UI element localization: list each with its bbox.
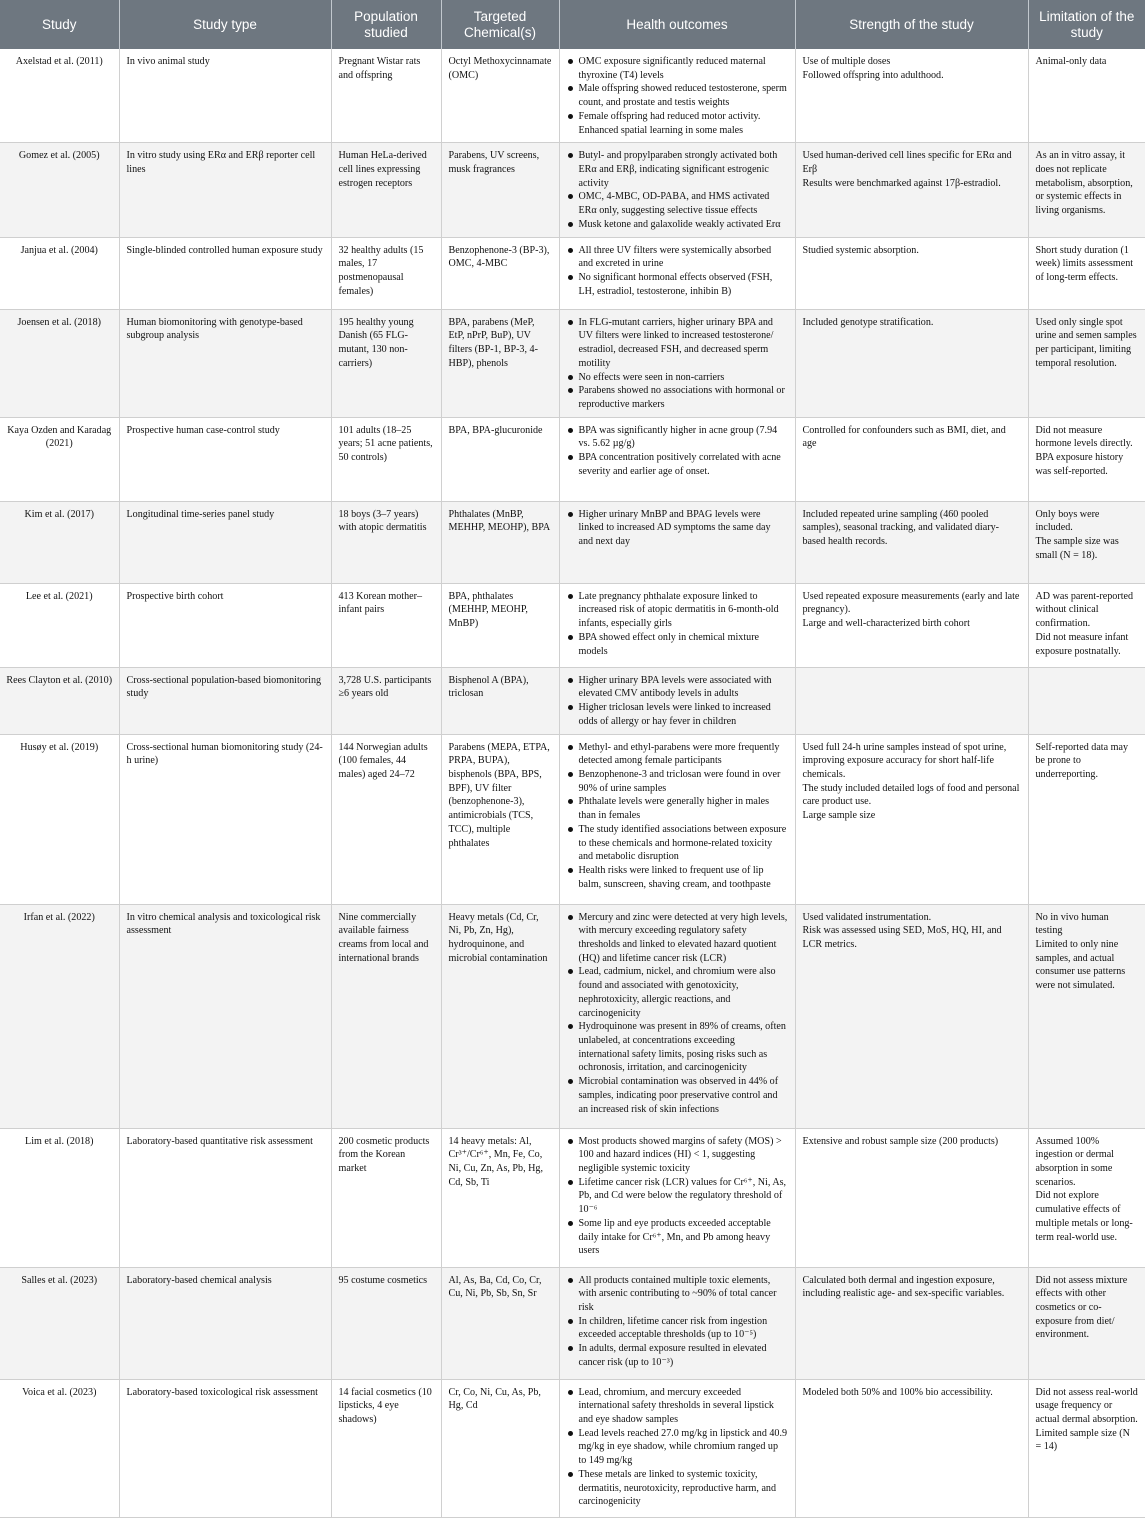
outcomes-list: [567, 1274, 788, 1370]
strength-cell-line: Modeled both 50% and 100% bio accessibility.: [802, 1386, 993, 1398]
outcome-item: BPA concentration positively correlated with acne severity and earlier age of onset.: [567, 451, 788, 478]
study-cell: Husøy et al. (2019): [0, 734, 119, 904]
limitation-cell: [1028, 49, 1145, 143]
strength-cell-line: Risk was assessed using SED, MoS, HQ, HI, and LCR metrics.: [802, 925, 1002, 950]
table-row: [0, 583, 1145, 667]
limitation-cell: [1028, 583, 1145, 667]
outcome-item: Methyl- and ethyl-parabens were more frequently detected among female participants: [567, 741, 788, 768]
limitation-cell: [1028, 309, 1145, 417]
strength-cell: [795, 904, 1028, 1128]
chemicals-cell: Parabens (MEPA, ETPA, PRPA, BUPA), bisphenols (BPA, BPS, BPF), UV filter (benzophenone-3), antimicrobials (TCS, TCC), multiple phthalates: [441, 734, 559, 904]
study-type-cell: In vitro chemical analysis and toxicological risk assessment: [119, 904, 331, 1128]
table-row: [0, 1379, 1145, 1517]
population-cell: 200 cosmetic products from the Korean market: [331, 1128, 441, 1267]
strength-cell-line: Followed offspring into adulthood.: [802, 69, 944, 81]
chemicals-cell: Heavy metals (Cd, Cr, Ni, Pb, Zn, Hg), hydroquinone, and microbial contamination: [441, 904, 559, 1128]
population-cell: 14 facial cosmetics (10 lipsticks, 4 eye shadows): [331, 1379, 441, 1517]
limitation-cell-line: Only boys were included.: [1035, 508, 1100, 534]
health-outcomes-cell: [559, 904, 795, 1128]
health-outcomes-cell: [559, 667, 795, 734]
header-row: [0, 0, 1145, 49]
outcomes-list: [567, 55, 788, 137]
limitation-cell-line: BPA exposure history was self-reported.: [1035, 452, 1124, 477]
outcomes-list: [567, 316, 788, 412]
table-row: [0, 1267, 1145, 1379]
limitation-cell-line: Did not assess mixture effects with other cosmetics or co-exposure from diet/ environment.: [1035, 1274, 1128, 1341]
outcome-item: In children, lifetime cancer risk from ingestion exceeded acceptable thresholds (up to 10⁻⁵): [567, 1315, 788, 1342]
table-row: [0, 904, 1145, 1128]
outcome-item: Health risks were linked to frequent use of lip balm, sunscreen, shaving cream, and toothpaste: [567, 864, 788, 891]
table-row: [0, 237, 1145, 309]
limitation-cell-line: Animal-only data: [1035, 56, 1107, 67]
header-chemicals: Targeted Chemical(s): [441, 0, 559, 49]
study-cell: Lee et al. (2021): [0, 583, 119, 667]
chemicals-cell: BPA, BPA-glucuronide: [441, 417, 559, 501]
limitation-cell-line: No in vivo human testing: [1035, 911, 1109, 937]
health-outcomes-cell: [559, 1128, 795, 1267]
study-cell: Axelstad et al. (2011): [0, 49, 119, 143]
limitation-cell-line: Self-reported data may be prone to underreporting.: [1035, 741, 1128, 780]
outcomes-list: [567, 590, 788, 659]
outcomes-list: [567, 674, 788, 729]
health-outcomes-cell: [559, 49, 795, 143]
outcome-item: Mercury and zinc were detected at very high levels, with mercury exceeding regulatory safety thresholds and linked to elevated hazard quotient (HQ) and lifetime cancer risk (LCR): [567, 911, 788, 966]
outcome-item: The study identified associations between exposure to these chemicals and hormone-related toxicity and metabolic disruption: [567, 823, 788, 864]
limitation-cell-line: Did not explore cumulative effects of multiple metals or long-term real-world use.: [1035, 1190, 1133, 1243]
study-type-cell: Laboratory-based toxicological risk assessment: [119, 1379, 331, 1517]
limitation-cell-line: Did not assess real-world usage frequency or actual dermal absorption.: [1035, 1386, 1138, 1425]
outcomes-list: [567, 424, 788, 479]
strength-cell-line: Used full 24-h urine samples instead of spot urine, improving exposure accuracy for short half-life chemicals.: [802, 741, 1007, 780]
strength-cell-line: Large and well-characterized birth cohort: [802, 618, 970, 630]
study-cell: Lim et al. (2018): [0, 1128, 119, 1267]
strength-cell-line: Results were benchmarked against 17β-estradiol.: [802, 177, 1001, 189]
limitation-cell: [1028, 1379, 1145, 1517]
outcomes-list: [567, 1135, 788, 1258]
chemicals-cell: 14 heavy metals: Al, Cr³⁺/Cr⁶⁺, Mn, Fe, Co, Ni, Cu, Zn, As, Pb, Hg, Cd, Sb, Ti: [441, 1128, 559, 1267]
chemicals-cell: Benzophenone-3 (BP-3), OMC, 4-MBC: [441, 237, 559, 309]
study-type-cell: Cross-sectional population-based biomonitoring study: [119, 667, 331, 734]
health-outcomes-cell: [559, 1267, 795, 1379]
limitation-cell-line: As an in vitro assay, it does not replicate metabolism, absorption, or systemic effects in living organisms.: [1035, 150, 1133, 217]
limitation-cell-line: Limited sample size (N = 14): [1035, 1427, 1130, 1453]
outcome-item: Lead, chromium, and mercury exceeded international safety thresholds in several lipstick and eye shadow samples: [567, 1386, 788, 1427]
study-type-cell: Prospective birth cohort: [119, 583, 331, 667]
strength-cell-line: Large sample size: [802, 810, 876, 822]
table-row: [0, 309, 1145, 417]
outcome-item: Butyl- and propylparaben strongly activated both ERα and ERβ, indicating significant estrogenic activity: [567, 149, 788, 190]
chemicals-cell: BPA, phthalates (MEHHP, MEOHP, MnBP): [441, 583, 559, 667]
limitation-cell: [1028, 904, 1145, 1128]
limitation-cell-line: Assumed 100% ingestion or dermal absorption in some scenarios.: [1035, 1135, 1114, 1188]
limitation-cell-line: AD was parent-reported without clinical confirmation.: [1035, 590, 1134, 630]
study-type-cell: Cross-sectional human biomonitoring study (24-h urine): [119, 734, 331, 904]
population-cell: Nine commercially available fairness creams from local and international brands: [331, 904, 441, 1128]
limitation-cell: [1028, 417, 1145, 501]
strength-cell-line: Used validated instrumentation.: [802, 911, 932, 923]
limitation-cell: [1028, 143, 1145, 237]
health-outcomes-cell: [559, 237, 795, 309]
study-type-cell: In vitro study using ERα and ERβ reporter cell lines: [119, 143, 331, 237]
table-row: [0, 143, 1145, 237]
strength-cell: [795, 417, 1028, 501]
chemicals-cell: Parabens, UV screens, musk fragrances: [441, 143, 559, 237]
outcome-item: Higher urinary BPA levels were associated with elevated CMV antibody levels in adults: [567, 674, 788, 701]
outcome-item: Lead levels reached 27.0 mg/kg in lipstick and 40.9 mg/kg in eye shadow, while chromium ranged up to 149 mg/kg: [567, 1427, 788, 1468]
strength-cell-line: Use of multiple doses: [802, 56, 891, 67]
strength-cell-line: Studied systemic absorption.: [802, 244, 919, 256]
population-cell: 144 Norwegian adults (100 females, 44 males) aged 24–72: [331, 734, 441, 904]
limitation-cell: [1028, 667, 1145, 734]
outcomes-list: [567, 149, 788, 231]
study-cell: Irfan et al. (2022): [0, 904, 119, 1128]
strength-cell: [795, 143, 1028, 237]
table-row: [0, 49, 1145, 143]
health-outcomes-cell: [559, 417, 795, 501]
limitation-cell: [1028, 734, 1145, 904]
chemicals-cell: Al, As, Ba, Cd, Co, Cr, Cu, Ni, Pb, Sb, Sn, Sr: [441, 1267, 559, 1379]
outcome-item: These metals are linked to systemic toxicity, dermatitis, neurotoxicity, reproductive harm, and carcinogenicity: [567, 1468, 788, 1509]
study-cell: Kaya Ozden and Karadag (2021): [0, 417, 119, 501]
limitation-cell-line: Did not measure infant exposure postnatally.: [1035, 631, 1129, 657]
study-cell: Voica et al. (2023): [0, 1379, 119, 1517]
table-body: [0, 49, 1145, 1517]
chemicals-cell: Phthalates (MnBP, MEHHP, MEOHP), BPA: [441, 501, 559, 583]
population-cell: 3,728 U.S. participants ≥6 years old: [331, 667, 441, 734]
strength-cell-line: Used human-derived cell lines specific for ERα and Erβ: [802, 150, 1012, 176]
outcome-item: Male offspring showed reduced testosterone, sperm count, and prostate and testis weights: [567, 82, 788, 109]
strength-cell: [795, 1267, 1028, 1379]
study-cell: Salles et al. (2023): [0, 1267, 119, 1379]
limitation-cell-line: Used only single spot urine and semen samples per participant, limiting temporal resolution.: [1035, 316, 1137, 369]
study-type-cell: Laboratory-based chemical analysis: [119, 1267, 331, 1379]
outcome-item: Lead, cadmium, nickel, and chromium were also found and associated with genotoxicity, nephrotoxicity, allergic reactions, and carcinogenicity: [567, 965, 788, 1020]
population-cell: 413 Korean mother–infant pairs: [331, 583, 441, 667]
limitation-cell-line: Did not measure hormone levels directly.: [1035, 424, 1133, 450]
health-outcomes-cell: [559, 143, 795, 237]
outcome-item: Parabens showed no associations with hormonal or reproductive markers: [567, 384, 788, 411]
table-row: [0, 667, 1145, 734]
population-cell: Human HeLa-derived cell lines expressing estrogen receptors: [331, 143, 441, 237]
outcomes-list: [567, 741, 788, 892]
limitation-cell-line: Limited to only nine samples, and actual consumer use patterns were not simulated.: [1035, 938, 1126, 992]
header-limitation: Limitation of the study: [1028, 0, 1145, 49]
limitation-cell: [1028, 237, 1145, 309]
strength-cell-line: The study included detailed logs of food and personal care product use.: [802, 782, 1020, 808]
outcome-item: Benzophenone-3 and triclosan were found in over 90% of urine samples: [567, 768, 788, 795]
limitation-cell: [1028, 1267, 1145, 1379]
outcome-item: Hydroquinone was present in 89% of creams, often unlabeled, at concentrations exceeding international safety limits, posing risks such as ochronosis, irritation, and carcinogenicity: [567, 1020, 788, 1075]
health-outcomes-cell: [559, 583, 795, 667]
outcome-item: BPA showed effect only in chemical mixture models: [567, 631, 788, 658]
outcomes-list: [567, 1386, 788, 1509]
strength-cell: [795, 583, 1028, 667]
study-cell: Joensen et al. (2018): [0, 309, 119, 417]
population-cell: 101 adults (18–25 years; 51 acne patients, 50 controls): [331, 417, 441, 501]
strength-cell-line: Extensive and robust sample size (200 products): [802, 1135, 999, 1147]
outcome-item: Microbial contamination was observed in 44% of samples, indicating poor preservative control and an increased risk of skin infections: [567, 1075, 788, 1116]
study-type-cell: Single-blinded controlled human exposure study: [119, 237, 331, 309]
study-cell: Kim et al. (2017): [0, 501, 119, 583]
outcomes-list: [567, 911, 788, 1117]
outcome-item: Higher urinary MnBP and BPAG levels were linked to increased AD symptoms the same day and next day: [567, 508, 788, 549]
study-type-cell: In vivo animal study: [119, 49, 331, 143]
population-cell: Pregnant Wistar rats and offspring: [331, 49, 441, 143]
outcome-item: Musk ketone and galaxolide weakly activated Erα: [567, 218, 788, 232]
chemicals-cell: BPA, parabens (MeP, EtP, nPrP, BuP), UV filters (BP-1, BP-3, 4-HBP), phenols: [441, 309, 559, 417]
population-cell: 18 boys (3–7 years) with atopic dermatitis: [331, 501, 441, 583]
table-row: [0, 734, 1145, 904]
header-health-outcomes: Health outcomes: [559, 0, 795, 49]
strength-cell-line: Included repeated urine sampling (460 pooled samples), seasonal tracking, and validated diary-based health records.: [802, 508, 999, 548]
study-cell: Rees Clayton et al. (2010): [0, 667, 119, 734]
strength-cell: [795, 309, 1028, 417]
strength-cell-line: Included genotype stratification.: [802, 316, 934, 328]
outcome-item: OMC exposure significantly reduced maternal thyroxine (T4) levels: [567, 55, 788, 82]
outcome-item: No effects were seen in non-carriers: [567, 371, 788, 385]
header-study-type: Study type: [119, 0, 331, 49]
strength-cell-line: Used repeated exposure measurements (early and late pregnancy).: [802, 590, 1020, 616]
strength-cell: [795, 1379, 1028, 1517]
outcomes-list: [567, 508, 788, 549]
outcome-item: BPA was significantly higher in acne group (7.94 vs. 5.62 µg/g): [567, 424, 788, 451]
strength-cell: [795, 49, 1028, 143]
outcome-item: All products contained multiple toxic elements, with arsenic contributing to ~90% of total cancer risk: [567, 1274, 788, 1315]
limitation-cell: [1028, 501, 1145, 583]
strength-cell-line: Calculated both dermal and ingestion exposure, including realistic age- and sex-specific variables.: [802, 1274, 1005, 1300]
population-cell: 95 costume cosmetics: [331, 1267, 441, 1379]
limitation-cell-line: Short study duration (1 week) limits assessment of long-term effects.: [1035, 244, 1134, 284]
outcome-item: Higher triclosan levels were linked to increased odds of allergy or hay fever in children: [567, 701, 788, 728]
study-cell: Gomez et al. (2005): [0, 143, 119, 237]
outcome-item: All three UV filters were systemically absorbed and excreted in urine: [567, 244, 788, 271]
health-outcomes-cell: [559, 309, 795, 417]
outcome-item: In adults, dermal exposure resulted in elevated cancer risk (up to 10⁻³): [567, 1342, 788, 1369]
population-cell: 195 healthy young Danish (65 FLG-mutant, 130 non-carriers): [331, 309, 441, 417]
outcome-item: Most products showed margins of safety (MOS) > 100 and hazard indices (HI) < 1, suggesting negligible systemic toxicity: [567, 1135, 788, 1176]
outcome-item: Some lip and eye products exceeded acceptable daily intake for Cr⁶⁺, Mn, and Pb among heavy users: [567, 1217, 788, 1258]
header-population: Population studied: [331, 0, 441, 49]
study-cell: Janjua et al. (2004): [0, 237, 119, 309]
header-study: Study: [0, 0, 119, 49]
strength-cell: [795, 1128, 1028, 1267]
outcome-item: Lifetime cancer risk (LCR) values for Cr⁶⁺, Ni, As, Pb, and Cd were below the regulatory threshold of 10⁻⁶: [567, 1176, 788, 1217]
outcome-item: Phthalate levels were generally higher in males than in females: [567, 795, 788, 822]
strength-cell: [795, 734, 1028, 904]
outcome-item: OMC, 4-MBC, OD-PABA, and HMS activated ERα only, suggesting selective tissue effects: [567, 190, 788, 217]
health-outcomes-cell: [559, 1379, 795, 1517]
chemicals-cell: Octyl Methoxycinnamate (OMC): [441, 49, 559, 143]
population-cell: 32 healthy adults (15 males, 17 postmenopausal females): [331, 237, 441, 309]
table-row: [0, 1128, 1145, 1267]
strength-cell-line: Controlled for confounders such as BMI, diet, and age: [802, 424, 1006, 450]
table-row: [0, 417, 1145, 501]
limitation-cell: [1028, 1128, 1145, 1267]
limitation-cell-line: The sample size was small (N = 18).: [1035, 536, 1119, 561]
strength-cell: [795, 237, 1028, 309]
study-type-cell: Human biomonitoring with genotype-based subgroup analysis: [119, 309, 331, 417]
outcome-item: In FLG-mutant carriers, higher urinary BPA and UV filters were linked to increased testosterone/ estradiol, decreased FSH, and decreased sperm motility: [567, 316, 788, 371]
header-strength: Strength of the study: [795, 0, 1028, 49]
chemicals-cell: Cr, Co, Ni, Cu, As, Pb, Hg, Cd: [441, 1379, 559, 1517]
study-type-cell: Prospective human case-control study: [119, 417, 331, 501]
health-outcomes-cell: [559, 734, 795, 904]
outcomes-list: [567, 244, 788, 299]
study-type-cell: Laboratory-based quantitative risk assessment: [119, 1128, 331, 1267]
study-type-cell: Longitudinal time-series panel study: [119, 501, 331, 583]
strength-cell: [795, 501, 1028, 583]
table-row: [0, 501, 1145, 583]
chemicals-cell: Bisphenol A (BPA), triclosan: [441, 667, 559, 734]
health-outcomes-cell: [559, 501, 795, 583]
outcome-item: Late pregnancy phthalate exposure linked to increased risk of atopic dermatitis in 6-month-old infants, especially girls: [567, 590, 788, 631]
outcome-item: Female offspring had reduced motor activity. Enhanced spatial learning in some males: [567, 110, 788, 137]
outcome-item: No significant hormonal effects observed (FSH, LH, estradiol, testosterone, inhibin B): [567, 271, 788, 298]
strength-cell: [795, 667, 1028, 734]
